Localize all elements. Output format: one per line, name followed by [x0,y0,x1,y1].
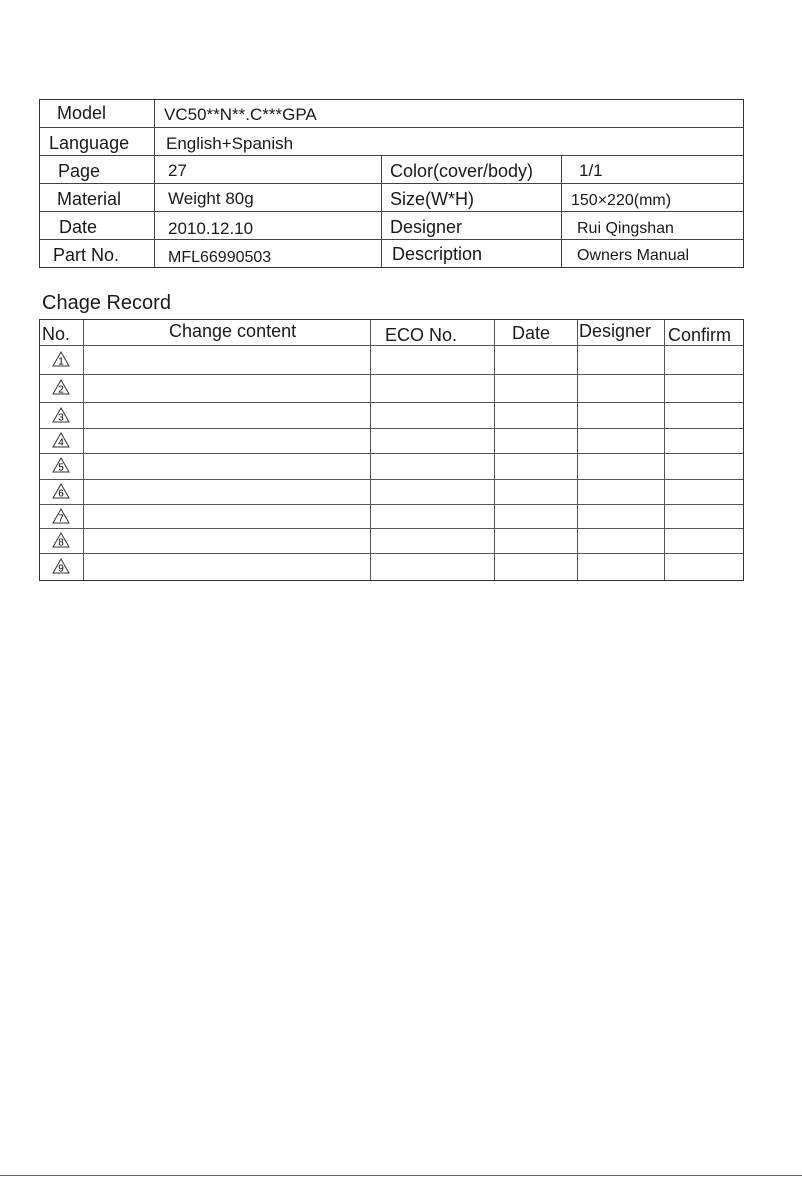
revision-triangle-icon [52,432,70,448]
date-value: 2010.12.10 [168,219,254,238]
row-divider [40,127,743,128]
column-divider [154,100,155,267]
revision-triangle-icon [52,379,70,395]
row-divider [40,374,743,375]
date-label: Date [59,217,98,237]
language-value: English+Spanish [166,134,294,153]
change-record-table [39,319,744,581]
language-label: Language [49,133,130,153]
column-divider [381,155,382,267]
revision-triangle-icon [52,558,70,574]
page-bottom-rule [0,1175,802,1176]
revision-triangle-icon [52,508,70,524]
revision-triangle-icon [52,407,70,423]
change-record-title: Chage Record [42,292,171,314]
row-divider [40,528,743,529]
revision-triangle-icon [52,351,70,367]
size-value: 150×220(mm) [571,192,672,209]
row-divider [40,479,743,480]
revision-number: 5 [58,462,64,473]
column-divider [494,320,495,580]
column-divider [664,320,665,580]
row-divider [40,345,743,346]
row-divider [40,239,743,240]
column-divider [370,320,371,580]
revision-triangle-icon [52,457,70,473]
row-divider [40,402,743,403]
model-label: Model [57,103,107,123]
revision-triangle-icon [52,532,70,548]
page-label: Page [58,161,101,181]
spec-table [39,99,744,268]
revision-number: 4 [58,437,64,448]
row-divider [40,155,743,156]
designer-label: Designer [390,217,463,237]
revision-number: 6 [58,488,64,499]
revision-number: 3 [58,412,64,423]
designer-value: Rui Qingshan [577,220,674,237]
material-value: Weight 80g [168,189,254,208]
model-value: VC50**N**.C***GPA [164,105,317,124]
header-confirm: Confirm [668,325,732,345]
row-divider [40,504,743,505]
header-date: Date [512,323,551,343]
header-change-content: Change content [169,321,297,341]
row-divider [40,211,743,212]
revision-number: 2 [58,384,64,395]
color-label: Color(cover/body) [390,161,534,181]
partno-value: MFL66990503 [168,249,272,266]
row-divider [40,553,743,554]
material-label: Material [57,189,122,209]
column-divider [83,320,84,580]
column-divider [577,320,578,580]
page-value: 27 [168,161,187,180]
header-eco-no: ECO No. [385,325,458,345]
header-no: No. [42,324,71,344]
row-divider [40,183,743,184]
color-value: 1/1 [579,161,603,180]
row-divider [40,428,743,429]
size-label: Size(W*H) [390,189,474,209]
partno-label: Part No. [53,245,120,265]
revision-number: 9 [58,563,64,574]
row-divider [40,453,743,454]
revision-number: 8 [58,537,64,548]
revision-number: 7 [58,513,64,524]
column-divider [561,155,562,267]
header-designer: Designer [579,321,652,341]
revision-number: 1 [58,356,64,367]
description-value: Owners Manual [577,247,690,264]
description-label: Description [392,244,483,264]
revision-triangle-icon [52,483,70,499]
